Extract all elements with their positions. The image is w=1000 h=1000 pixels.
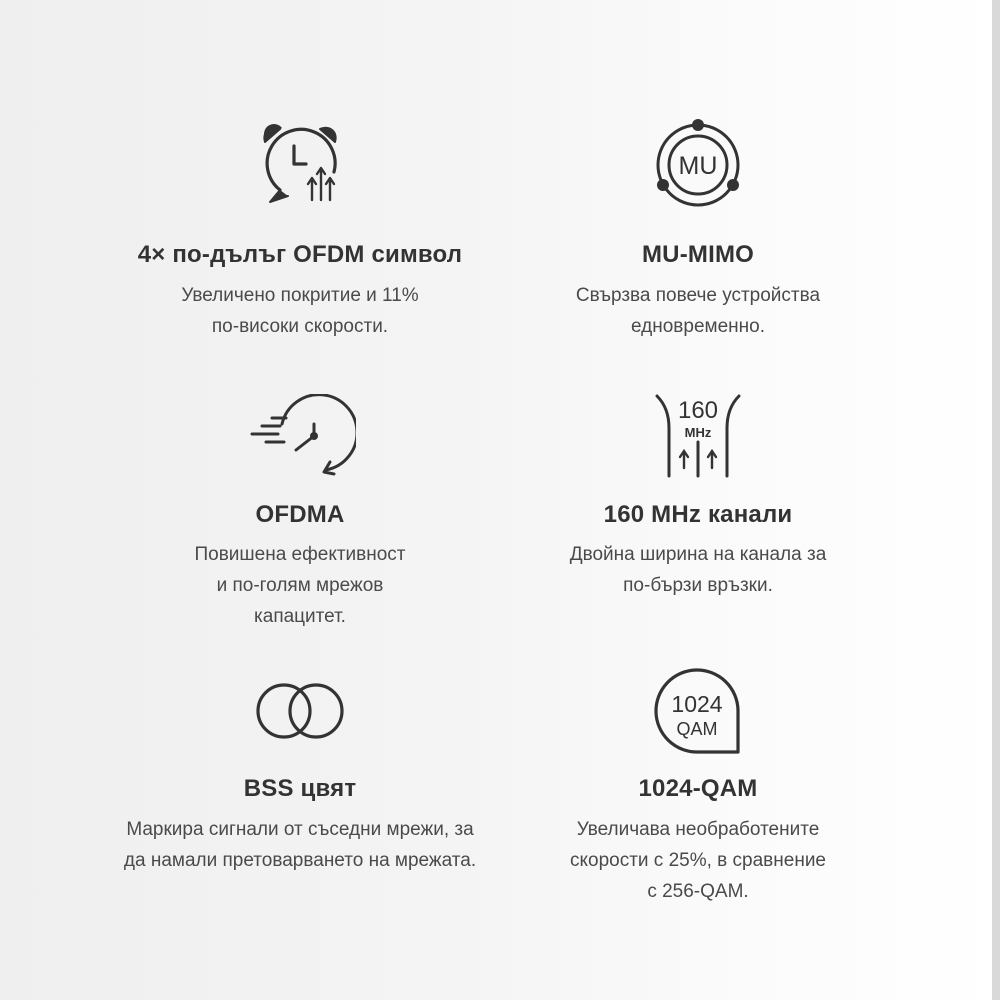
description-line: Свързва повече устройства <box>575 285 821 306</box>
mu-mimo-icon <box>498 118 898 212</box>
feature-description <box>498 814 898 907</box>
qam-icon-number: 1024 <box>671 691 723 717</box>
description-line: и по-голям мрежов <box>216 575 384 596</box>
channel-icon-number: 160 <box>677 397 719 424</box>
description-line: капацитет. <box>254 606 346 627</box>
description-line: Повишена ефективност <box>194 544 406 565</box>
feature-title: OFDMA <box>255 501 345 528</box>
feature-title: 160 MHz канали <box>603 501 793 528</box>
fast-clock-icon <box>100 394 500 478</box>
feature-description <box>100 539 500 632</box>
description-line: по-бързи връзки. <box>623 575 773 596</box>
overlapping-circles-icon <box>100 682 500 740</box>
qam-icon-label: QAM <box>676 719 718 739</box>
feature-title: BSS цвят <box>243 775 357 802</box>
alarm-clock-speed-icon <box>100 122 500 204</box>
description-line: скорости с 25%, в сравнение <box>569 850 827 871</box>
description-line: Увеличено покритие и 11% <box>181 285 419 306</box>
mu-icon-text: MU <box>678 152 718 180</box>
description-line: по-високи скорости. <box>211 316 389 337</box>
channel-icon-unit: MHz <box>684 425 712 440</box>
feature-description <box>100 280 500 342</box>
feature-title: 1024-QAM <box>638 775 758 802</box>
description-line: Маркира сигнали от съседни мрежи, за <box>126 819 474 840</box>
channel-width-icon <box>498 394 898 478</box>
description-line: Двойна ширина на канала за <box>569 544 827 565</box>
feature-description <box>498 280 898 342</box>
description-line: с 256-QAM. <box>647 881 749 902</box>
description-line: Увеличава необработените <box>576 819 820 840</box>
right-edge-bar <box>992 0 1000 1000</box>
feature-description <box>100 814 500 876</box>
description-line: едновременно. <box>631 316 765 337</box>
feature-title: MU-MIMO <box>641 241 755 268</box>
description-line: да намали претоварването на мрежата. <box>123 850 477 871</box>
qam-bubble-icon <box>498 666 898 756</box>
feature-description <box>498 539 898 601</box>
feature-title: 4× по-дълъг OFDM символ <box>137 241 463 268</box>
